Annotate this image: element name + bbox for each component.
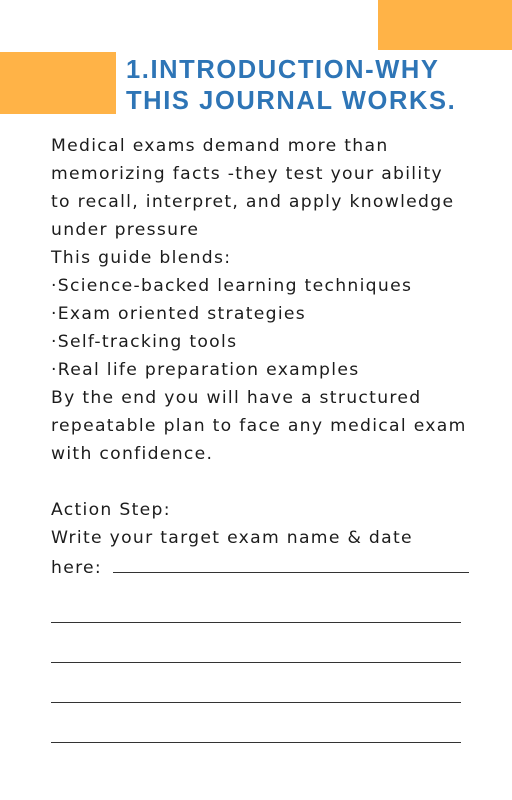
here-row [51, 552, 471, 580]
conclusion-line: By the end you will have a structured [51, 388, 422, 408]
action-step-instruction: Write your target exam name & date [51, 528, 413, 548]
intro-line: Medical exams demand more than [51, 136, 389, 156]
here-label: here: [51, 558, 103, 578]
write-in-line[interactable] [51, 622, 461, 623]
bullet-item: ·Science-backed learning techniques [51, 276, 413, 296]
intro-line: to recall, interpret, and apply knowledge [51, 192, 455, 212]
title-line-2: THIS JOURNAL WORKS. [126, 87, 457, 115]
write-in-line[interactable] [51, 702, 461, 703]
page-title [126, 55, 456, 117]
intro-line: memorizing facts -they test your ability [51, 164, 443, 184]
conclusion-line: with confidence. [51, 444, 214, 464]
write-in-blank-inline[interactable] [113, 552, 469, 573]
write-in-line[interactable] [51, 662, 461, 663]
intro-line: under pressure [51, 220, 200, 240]
bullet-item: ·Real life preparation examples [51, 360, 360, 380]
title-line-1: 1.INTRODUCTION-WHY [126, 56, 440, 84]
blends-heading: This guide blends: [51, 248, 232, 268]
body-text [51, 132, 471, 580]
bullet-item: ·Exam oriented strategies [51, 304, 307, 324]
orange-accent-block-top-right [378, 0, 512, 50]
bullet-item: ·Self-tracking tools [51, 332, 238, 352]
orange-accent-block-left [0, 52, 116, 114]
action-step-heading: Action Step: [51, 500, 171, 520]
spacer [51, 468, 471, 496]
write-in-line[interactable] [51, 742, 461, 743]
conclusion-line: repeatable plan to face any medical exam [51, 416, 467, 436]
